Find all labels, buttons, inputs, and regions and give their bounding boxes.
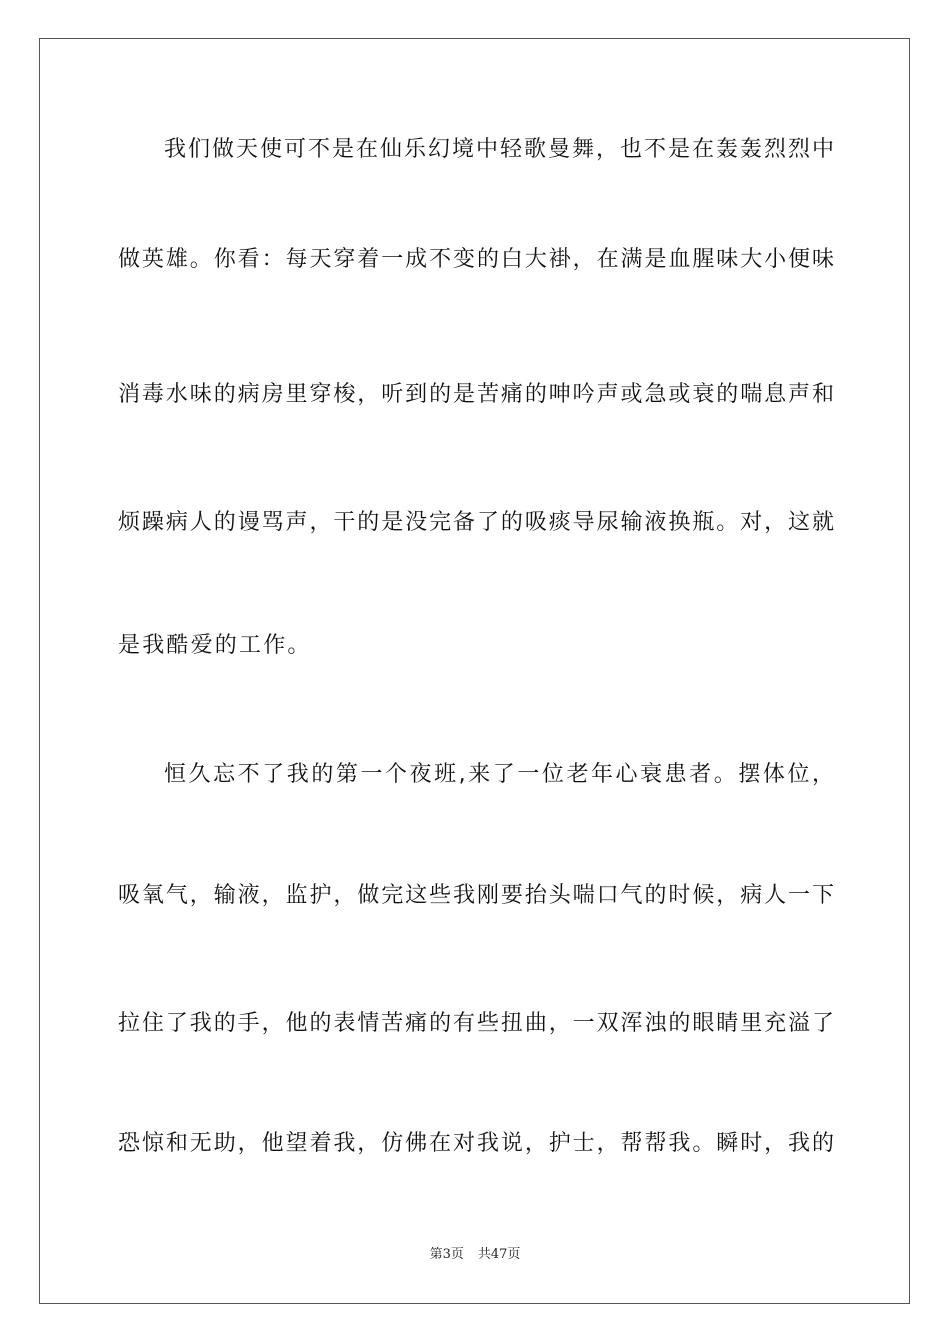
paragraph-1-line-1: 我们做天使可不是在仙乐幻境中轻歌曼舞，也不是在轰轰烈烈中 xyxy=(164,137,834,162)
paragraph-1-line-4: 烦躁病人的谩骂声，干的是没完备了的吸痰导尿输液换瓶。对，这就 xyxy=(118,510,834,535)
paragraph-1-line-5: 是我酷爱的工作。 xyxy=(118,633,312,658)
paragraph-2-line-4: 恐惊和无助，他望着我，仿佛在对我说，护士，帮帮我。瞬时，我的 xyxy=(118,1131,834,1156)
page-number: 第3页 xyxy=(429,1247,464,1262)
paragraph-2-line-2: 吸氧气，输液，监护，做完这些我刚要抬头喘口气的时候，病人一下 xyxy=(118,883,834,908)
paragraph-1-line-2: 做英雄。你看：每天穿着一成不变的白大褂，在满是血腥味大小便味 xyxy=(118,247,834,272)
paragraph-2-line-3: 拉住了我的手，他的表情苦痛的有些扭曲，一双浑浊的眼睛里充溢了 xyxy=(118,1011,834,1036)
total-pages: 共47页 xyxy=(477,1247,521,1262)
page-footer xyxy=(0,1246,950,1264)
paragraph-2-line-1: 恒久忘不了我的第一个夜班,来了一位老年心衰患者。摆体位， xyxy=(164,762,834,787)
page-border xyxy=(39,38,910,1304)
paragraph-1-line-3: 消毒水味的病房里穿梭，听到的是苦痛的呻吟声或急或衰的喘息声和 xyxy=(118,382,834,407)
